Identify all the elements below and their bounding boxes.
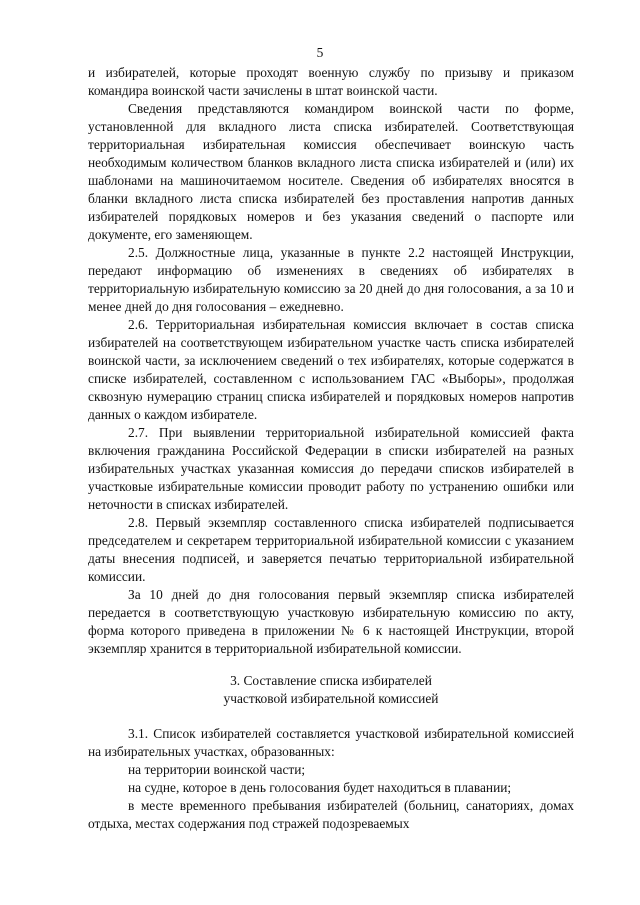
paragraph: 3.1. Список избирателей составляется участковой избирательной комиссией на избирательных участках, образованных: bbox=[88, 726, 574, 759]
paragraph: За 10 дней до дня голосования первый экземпляр списка избирателей передается в соответствующую участковую избирательную комиссию по акту, форма которого приведена в приложении № 6 к настоящей Инструкции, второй экземпляр хранится в территориальной избирательной комиссии. bbox=[88, 587, 574, 656]
paragraphs-after bbox=[88, 725, 574, 833]
paragraph: 2.6. Территориальная избирательная комиссия включает в состав списка избирателей на соответствующем избирательном участке часть списка избирателей воинской части, за исключением сведений о тех избирателях, которые содержатся в списке избирателей, составленном с использованием ГАС «Выборы», продолжая сквозную нумерацию страниц списка избирателей и порядковых номеров напротив данных о каждом избирателе. bbox=[88, 317, 574, 422]
page-number: 5 bbox=[316, 45, 324, 60]
section-heading-line: 3. Составление списка избирателей bbox=[230, 673, 432, 688]
paragraph: 2.7. При выявлении территориальной избирательной комиссией факта включения гражданина Российской Федерации в списки избирателей на разных избирательных участках указанная комиссия до передачи списков избирателей в участковые избирательные комиссии проводит работу по устранению ошибки или неточности в списках избирателей. bbox=[88, 425, 574, 512]
paragraph: Сведения представляются командиром воинской части по форме, установленной для вкладного листа списка избирателей. Соответствующая территориальная избирательная комиссия обеспечивает воинскую часть необходимым количеством бланков вкладного листа списка избирателей и (или) их шаблонами на машиночитаемом носителе. Сведения об избирателях вносятся в бланки вкладного листа списка избирателей без проставления напротив данных избирателей порядковых номеров и без указания сведений о паспорте или документе, его заменяющем. bbox=[88, 101, 574, 242]
paragraph: на территории воинской части; bbox=[128, 762, 306, 777]
section-heading-line: участковой избирательной комиссией bbox=[223, 691, 439, 706]
paragraphs-before bbox=[88, 64, 574, 658]
paragraph: и избирателей, которые проходят военную службу по призыву и приказом командира воинской части зачислены в штат воинской части. bbox=[88, 65, 574, 98]
paragraph: 2.8. Первый экземпляр составленного списка избирателей подписывается председателем и секретарем территориальной избирательной комиссии с указанием даты внесения подписей, и заверяется печатью территориальной избирательной комиссии. bbox=[88, 515, 574, 584]
paragraph: 2.5. Должностные лица, указанные в пункте 2.2 настоящей Инструкции, передают информацию об изменениях в сведениях об избирателях в территориальную избирательную комиссию за 20 дней до дня голосования, а за 10 и менее дней до дня голосования – ежедневно. bbox=[88, 245, 574, 314]
document-body bbox=[88, 64, 574, 833]
paragraph: в месте временного пребывания избирателей (больниц, санаториях, домах отдыха, местах содержания под стражей подозреваемых bbox=[88, 798, 574, 831]
section-heading bbox=[88, 672, 574, 708]
paragraph: на судне, которое в день голосования будет находиться в плавании; bbox=[128, 780, 512, 795]
